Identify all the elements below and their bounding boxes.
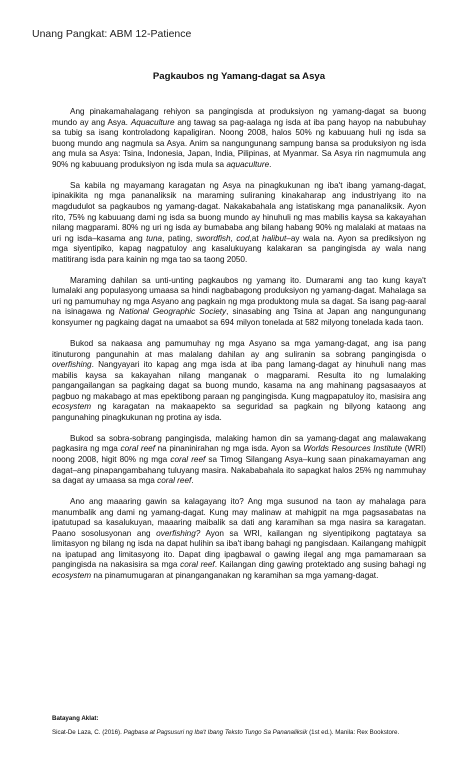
text-run: . Nangyayari ito kapag ang mga isda at iba pang lamang-dagat ay hinuhuli nang mas mabilis kaysa sa kakayahan nilang manganak o magparami. Resulta ito ng lumalaking pangangailangan sa pagkaing dagat sa buong mundo, kasama na ang mahinang pagsasaayos at pagbuo ng makabago at mas epektibong paraan ng pangingisda. Kung magpapatuloy ito, masisira ang: [52, 360, 426, 401]
text-run: , pating,: [162, 233, 196, 243]
italic-term: swordfish: [195, 233, 231, 243]
reference-entry: [52, 729, 434, 737]
italic-term: overfishing?: [156, 528, 201, 538]
text-run: (1st ed.). Manila: Rex Bookstore.: [307, 729, 400, 737]
italic-term: coral reef: [180, 560, 215, 570]
references-heading: Batayang Aklat:: [52, 715, 99, 722]
text-run: ,: [230, 233, 237, 243]
text-run: . Kailangan ding gawing protektado ang susing bahagi ng: [214, 560, 427, 570]
text-run: Bukod sa nakaasa ang pamumuhay ng mga Asyano sa mga yamang-dagat, ang isa pang itinuturong pangunahin at mas malalang dahilan ay ang suliranin sa sobrang pangingisda o: [52, 338, 426, 359]
italic-term: coral reef: [120, 444, 155, 454]
text-run: Sicat-De Laza, C. (2016).: [52, 729, 124, 737]
text-run: na pinamumugaran at pinanganganakan ng karamihan sa mga yamang-dagat.: [91, 570, 379, 580]
italic-term: Worlds Resources Institute: [303, 444, 402, 454]
paragraph: [52, 339, 426, 423]
italic-term: coral reef: [157, 476, 192, 486]
paragraph: [52, 107, 426, 170]
text-run: na pinaninirahan ng mga isda. Ayon sa: [154, 444, 304, 454]
text-run: Bukod sa sobra-sobrang pangingisda, malaking hamon din sa yamang-dagat ang malawakang pagkasira ng mga: [52, 433, 426, 454]
italic-term: National Geographic Society: [118, 307, 227, 317]
document-body: [52, 107, 426, 581]
paragraph: [52, 434, 426, 487]
text-run: .: [191, 476, 194, 486]
text-run: .: [269, 159, 272, 169]
references-section: [52, 715, 434, 737]
document-title: Pagkaubos ng Yamang-dagat sa Asya: [152, 70, 326, 82]
italic-term: Aquaculture: [130, 117, 175, 127]
italic-term: coral reef: [170, 454, 206, 464]
text-run: sa Timog Silangang Asya–kung saan pinakamayaman ang dagat–ang pinapangambahang tuluyang masira. Nakababahala ito sapagkat halos 25% ng nammuhay sa dagat ay umaasa sa mga: [52, 454, 426, 486]
text-run: ,at: [249, 233, 263, 243]
text-run: , sinasabing ang Tsina at Japan ang nangungunang konsyumer ng pagkaing dagat na umaabot sa 694 milyon tonelada at 582 milyong tonelada kada taon.: [52, 307, 426, 327]
text-run: Ano ang maaaring gawin sa kalagayang ito? Ang mga susunod na taon ay mahalaga para manumbalik ang dami ng yamang-dagat. Kung may malinaw at mahigpit na mga pagsasabatas na ipatutupad sa kasalukuyan, maaaring maibalik sa dati ang karamihan sa mga nasira sa karagatan. Paano sosolusyonan ang: [52, 497, 426, 538]
italic-term: ecosystem: [52, 402, 92, 412]
group-label: Unang Pangkat: ABM 12-Patience: [32, 28, 192, 40]
text-run: Ang pinakamahalagang rehiyon sa pangingisda at produksiyon ng yamang-dagat sa buong mundo ay ang Asya.: [52, 107, 426, 127]
references-list: [52, 729, 434, 737]
italic-term: cod: [236, 233, 250, 243]
italic-term: aquaculture: [226, 159, 270, 169]
italic-term: ecosystem: [52, 570, 92, 580]
italic-term: tuna: [146, 233, 163, 243]
text-run: ang tawag sa pag-aalaga ng isda at iba pang hayop na nabubuhay sa tubig sa isang kontroladong kapaligiran. Noong 2008, halos 50% ng kabuuang huli ng isda sa buong mundo ang nagmula sa Asya. Anim sa nangungunang sampung bansa sa produksiyon ng isda ang mula sa Asya: Tsina, Indonesia, Japan, India, Pilipinas, at Myanmar. Sa Asya rin nagmumula ang 90% ng kabuuang produksiyon ng isda mula sa: [52, 117, 426, 169]
text-run: (WRI) noong 2008, higit 80% ng mga: [52, 444, 426, 464]
text-run: ng karagatan na makaapekto sa seguridad sa pagkain ng bilyong kataong ang pangunahing pinagkukunan ng protina ay isda.: [52, 402, 426, 422]
italic-term: overfishing: [52, 360, 92, 370]
text-run: Maraming dahilan sa unti-unting pagkaubos ng yamang ito. Dumarami ang tao kung kaya't lumalaki ang populasyong umaasa sa hindi nagbabagong produksiyon ng yamang-dagat. Mahalaga sa uri ng pamumuhay ng mga Asyano ang pagkain ng mga produktong mula sa dagat. Sa isang pag-aaral na isinagawa ng: [52, 275, 426, 317]
paragraph: [52, 497, 426, 581]
text-run: Ayon sa WRI, kailangan ng siyentipikong pagtataya sa limitasyon ng bilang ng isda na dapat hulihin sa iba't ibang bahagi ng pangisdaan. Kailangang mahigpit na ipatupad ang limitasyong ito. Dapat ding ipagbawal o gawing ilegal ang mga pamamaraan sa pangingisda na nakasisira sa mga: [52, 528, 427, 570]
paragraph: [52, 181, 426, 265]
text-run: –ay wala na. Ayon sa prediksiyon ng mga siyentipiko, kapag nagpatuloy ang kasalukuyang kalakaran sa pangingisda ay wala nang matitirang isda para kainin ng mga tao sa taong 2050.: [52, 233, 426, 264]
text-run: Sa kabila ng mayamang karagatan ng Asya na pinagkukunan ng iba't ibang yamang-dagat, ipinakikita ng mga pananaliksik na maraming suliraning kinakaharap ang industriyang ito na magdudulot sa pagkaubos ng yamang-dagat. Nakakabahala ang istatiskang mga pananaliksik. Ayon rito, 75% ng kabuuang dami ng isda sa buong mundo ay hinuhuli ng mas mabilis kaysa sa kakayahan nilang magparami. 80% ng uri ng isda ay bumababa ang bilang habang 90% ng malalaki at mataas na uri ng isda–kasama ang: [52, 180, 426, 243]
italic-term: Pagbasa at Pagsusuri ng Iba't Ibang Teksto Tungo Sa Pananaliksik: [123, 729, 308, 737]
paragraph: [52, 276, 426, 329]
italic-term: halibut: [262, 233, 287, 243]
